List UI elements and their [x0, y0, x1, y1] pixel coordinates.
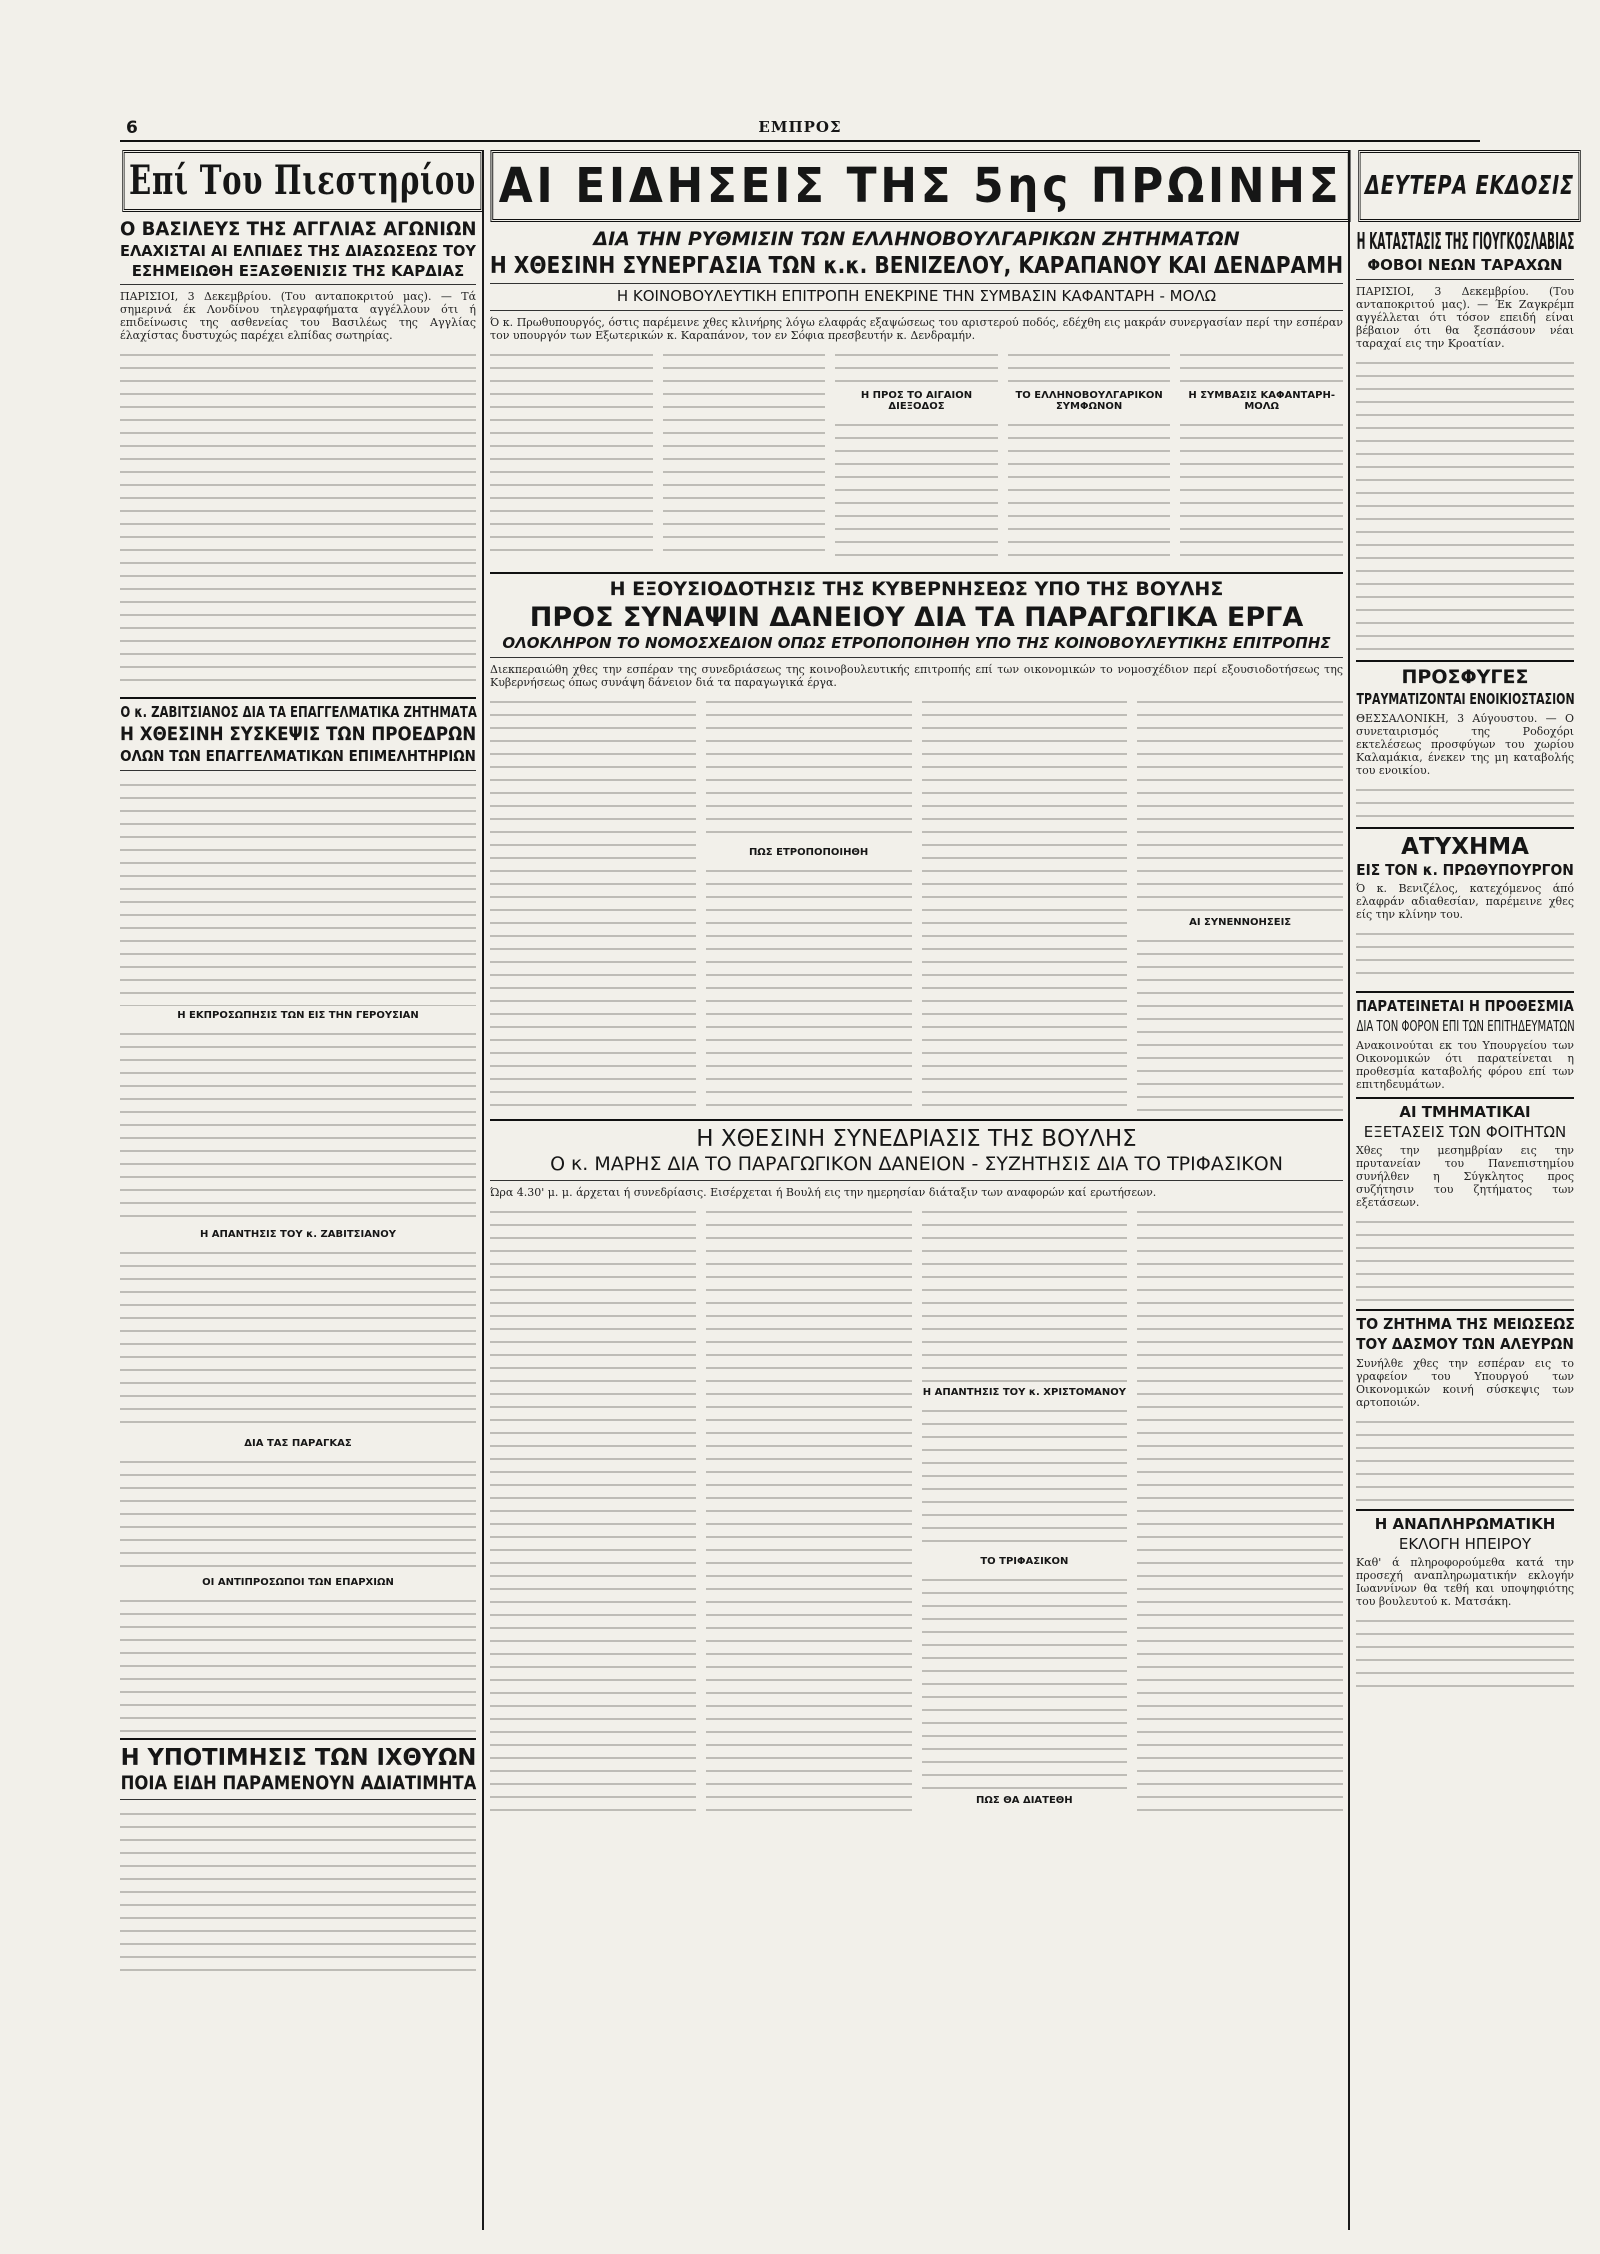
text-block: [1137, 932, 1343, 1112]
story-refugees: ΘΕΣΣΑΛΟΝΙΚΗ, 3 Αύγουστου. — Ο συνεταιρισμός της Ροδοχόρι εκτελέσεως προσφύγων του χωρίου Καλαμάκια, ένεκεν της μη καταβολής του ενοικίου.: [1356, 711, 1574, 777]
subhead-trifasikon: ΤΟ ΤΡΙΦΑΣΙΚΟΝ: [980, 1555, 1069, 1567]
text-block: [1180, 346, 1343, 386]
rubric-second-edition: ΔΕΥΤΕΡΑ ΕΚΔΟΣΙΣ: [1358, 150, 1580, 222]
subhead-greek-bulgarian-pact: ΤΟ ΕΛΛΗΝΟΒΟΥΛΓΑΡΙΚΟΝ ΣΥΜΦΩΝΟΝ: [1015, 389, 1163, 412]
story-loan-columns: [490, 693, 1343, 1113]
newspaper-name: ΕΜΠΡΟΣ: [758, 118, 842, 136]
headline-chambers-meeting: Η ΧΘΕΣΙΝΗ ΣΥΣΚΕΨΙΣ ΤΩΝ ΠΡΟΕΔΡΩΝ: [119, 723, 477, 746]
story-yugoslavia-lead: ΠΑΡΙΣΙΟΙ, 3 Δεκεμβρίου. (Του ανταποκριτού μας). — Έκ Ζαγκρέμπ αγγέλλεται ότι τόσον επειδή είναι βέβαιον ότι θα ξεσπάσουν νέαι ταραχαί εις την Κροατίαν.: [1356, 284, 1574, 350]
headline-all-chambers: ΟΛΩΝ ΤΩΝ ΕΠΑΓΓΕΛΜΑΤΙΚΩΝ ΕΠΙΜΕΛΗΤΗΡΙΩΝ: [120, 747, 476, 766]
story-epirus: Καθ' ά πληροφορούμεθα κατά την προσεχή αναπληρωματικήν εκλογήν Ιωαννίνων θα τεθή και υποψηφιότης του βουλευτού κ. Ματσάκη.: [1356, 1556, 1574, 1609]
headline-parliament-session: Η ΧΘΕΣΙΝΗ ΣΥΝΕΔΡΙΑΣΙΣ ΤΗΣ ΒΟΥΛΗΣ: [696, 1125, 1137, 1152]
subhead-aegean-exit: Η ΠΡΟΣ ΤΟ ΑΙΓΑΙΟΝ ΔΙΕΞΟΔΟΣ: [860, 389, 973, 412]
story-accident-body: [1356, 925, 1574, 985]
story-chambers-body-5: [120, 1592, 476, 1732]
story-loan-lead: Διεκπεραιώθη χθες την εσπέραν της συνεδριάσεως της κοινοβουλευτικής επιτροπής επί των οικονομικών το νομοσχέδιον περί εξουσιοδοτήσεως της Κυβερνήσεως όπως συνάψη δάνειον διά τα παραγωγικά έργα.: [490, 662, 1343, 689]
rule: [1356, 1509, 1574, 1511]
story-parliament-lead: Ώρα 4.30' μ. μ. άρχεται ή συνεδρίασις. Εισέρχεται ή Βουλή εις την ημερησίαν διάταξιν των αναφορών καί ερωτήσεων.: [490, 1185, 1157, 1199]
text-column: [490, 346, 653, 551]
headline-injured: ΤΡΑΥΜΑΤΙΖΟΝΤΑΙ ΕΝΟΙΚΙΟΣΤΑΣΙΟΝ: [1356, 689, 1575, 708]
rule: [490, 310, 1343, 311]
story-exams-body: [1356, 1213, 1574, 1303]
rule: [490, 572, 1343, 574]
text-column: [1180, 346, 1343, 566]
text-column: [1008, 346, 1171, 566]
headline-epirus: ΕΚΛΟΓΗ ΗΠΕΙΡΟΥ: [1398, 1534, 1532, 1553]
text-block: [1008, 346, 1171, 386]
subhead-christomanos: Η ΑΠΑΝΤΗΣΙΣ ΤΟΥ κ. ΧΡΙΣΤΟΜΑΝΟΥ: [922, 1386, 1127, 1398]
page-header: [120, 118, 1480, 142]
headline-flour: ΤΟΥ ΔΑΣΜΟΥ ΤΩΝ ΑΛΕΥΡΩΝ: [1356, 1335, 1574, 1354]
center-column: [490, 150, 1343, 1815]
headline-tax: ΔΙΑ ΤΟΝ ΦΟΡΟΝ ΕΠΙ ΤΩΝ ΕΠΙΤΗΔΕΥΜΑΤΩΝ: [1355, 1017, 1575, 1036]
subhead-senate: Η ΕΚΠΡΟΣΩΠΗΣΙΣ ΤΩΝ ΕΙΣ ΤΗΝ ΓΕΡΟΥΣΙΑΝ: [177, 1009, 419, 1021]
rule: [490, 1119, 1343, 1121]
headline-exams: ΑΙ ΤΜΗΜΑΤΙΚΑΙ: [1399, 1102, 1531, 1121]
headline-loan-productive: ΠΡΟΣ ΣΥΝΑΨΙΝ ΔΑΝΕΙΟΥ ΔΙΑ ΤΑ ΠΑΡΑΓΩΓΙΚΑ ΕΡΓΑ: [529, 601, 1304, 633]
text-block: [706, 862, 912, 1112]
story-chambers-body-4: [120, 1453, 476, 1573]
headline-zavitsianos: Ο κ. ΖΑΒΙΤΣΙΑΝΟΣ ΔΙΑ ΤΑ ΕΠΑΓΓΕΛΜΑΤΙΚΑ ΖΗΤΗΜΑΤΑ: [119, 703, 477, 722]
rule: [120, 1738, 476, 1740]
story-flour-body: [1356, 1413, 1574, 1503]
story-exams: Χθες την μεσημβρίαν εις την πρυτανείαν του Πανεπιστημίου συνήλθεν η Σύγκλητος προς συζήτησιν του ζητήματος των εξετάσεων.: [1356, 1144, 1574, 1210]
story-king-england-lead: ΠΑΡΙΣΙΟΙ, 3 Δεκεμβρίου. (Του ανταποκριτού μας). — Τά σημερινά έκ Λονδίνου τηλεγραφήματα αγγέλλουν ότι ή επιδείνωσις της ασθενείας του Βασιλέως της Αγγλίας έλαχίστας δυστυχώς παρέχει ελπίδας σωτηρίας.: [120, 290, 476, 343]
text-column: [706, 1203, 912, 1815]
text-column: [490, 693, 696, 1113]
headline-yugoslavia: Η ΚΑΤΑΣΤΑΣΙΣ ΤΗΣ ΓΙΟΥΓΚΟΣΛΑΒΙΑΣ: [1356, 229, 1574, 255]
text-block: [1137, 693, 1343, 913]
subhead-negotiations: ΑΙ ΣΥΝΕΝΝΟΗΣΕΙΣ: [1189, 916, 1292, 928]
text-column: [835, 346, 998, 566]
story-chambers-body-2: [120, 1025, 476, 1225]
text-column: [922, 693, 1128, 1113]
headline-fish-items: ΠΟΙΑ ΕΙΔΗ ΠΑΡΑΜΕΝΟΥΝ ΑΔΙΑΤΙΜΗΤΑ: [120, 1772, 476, 1795]
text-block: [1180, 416, 1343, 566]
rule: [1356, 1309, 1574, 1311]
story-fish-body: [120, 1805, 476, 1981]
rubric-epi-tou-piestiriou: Επί Του Πιεστηρίου: [122, 150, 482, 212]
left-column: [120, 150, 476, 1981]
story-venizelos-lead: Ό κ. Πρωθυπουργός, όστις παρέμεινε χθες κλινήρης λόγω ελαφράς εξαψώσεως του αριστερού ποδός, εδέχθη εις μακράν συνεργασίαν περί την εσπέραν τον υπουργόν των Εξωτερικών κ. Καραπάνον, τον εν Σόφια πρεσβευτήν κ. Δενδραμήν.: [490, 315, 1343, 342]
subhead-how-disposed: ΠΩΣ ΘΑ ΔΙΑΤΕΘΗ: [976, 1794, 1073, 1806]
text-column: [663, 346, 826, 551]
rule: [490, 657, 1343, 658]
text-column: [490, 1203, 696, 1815]
subhead-paragkes: ΔΙΑ ΤΑΣ ΠΑΡΑΓΚΑΣ: [244, 1437, 352, 1449]
rule: [120, 1799, 476, 1800]
story-accident: Ό κ. Βενιζέλος, κατεχόμενος άπό ελαφράν αδιαθεσίαν, παρέμεινε χθες είς την κλίνην του.: [1356, 882, 1574, 922]
rule: [1356, 991, 1574, 993]
story-tax: Ανακοινούται εκ του Υπουργείου των Οικονομικών ότι παρατείνεται η προθεσμία καταβολής φόρου επί των επιτηδευμάτων.: [1356, 1038, 1574, 1091]
headline-deadline-extended: ΠΑΡΑΤΕΙΝΕΤΑΙ Η ΠΡΟΘΕΣΜΙΑ: [1356, 997, 1574, 1016]
rule: [120, 770, 476, 771]
story-epirus-body: [1356, 1612, 1574, 1692]
text-column: [706, 693, 912, 1113]
subhead-kafantaris-pact: Η ΣΥΜΒΑΣΙΣ ΚΑΦΑΝΤΑΡΗ-ΜΟΛΩ: [1188, 389, 1335, 412]
subhead-zavitsianos-answer: Η ΑΠΑΝΤΗΣΙΣ ΤΟΥ κ. ΖΑΒΙΤΣΙΑΝΟΥ: [199, 1228, 397, 1240]
headline-accident: ΑΤΥΧΗΜΑ: [1401, 833, 1529, 860]
text-column: [1137, 1203, 1343, 1815]
subhead-provincial-reps: ΟΙ ΑΝΤΙΠΡΟΣΩΠΟΙ ΤΩΝ ΕΠΑΡΧΙΩΝ: [202, 1576, 394, 1588]
headline-government-authorization: Η ΕΞΟΥΣΙΟΔΟΤΗΣΙΣ ΤΗΣ ΚΥΒΕΡΝΗΣΕΩΣ ΥΠΟ ΤΗΣ ΒΟΥΛΗΣ: [609, 577, 1224, 600]
headline-students: ΕΞΕΤΑΣΕΙΣ ΤΩΝ ΦΟΙΤΗΤΩΝ: [1363, 1122, 1567, 1141]
rubric-morning-news: ΑΙ ΕΙΔΗΣΕΙΣ ΤΗΣ 5ης ΠΡΩΙΝΗΣ: [490, 150, 1350, 222]
story-parliament-columns: [490, 1203, 1343, 1815]
rule: [120, 697, 476, 699]
story-refugees-body: [1356, 781, 1574, 821]
headline-bill-amended: ΟΛΟΚΛΗΡΟΝ ΤΟ ΝΟΜΟΣΧΕΔΙΟΝ ΟΠΩΣ ΕΤΡΟΠΟΠΟΙΗΘΗ ΥΠΟ ΤΗΣ ΚΟΙΝΟΒΟΥΛΕΥΤΙΚΗΣ ΕΠΙΤΡΟΠΗΣ: [502, 634, 1331, 653]
story-chambers-body-1: [120, 776, 476, 1006]
story-king-england-body: [120, 346, 476, 691]
rule: [1356, 827, 1574, 829]
headline-fish-prices: Η ΥΠΟΤΙΜΗΣΙΣ ΤΩΝ ΙΧΘΥΩΝ: [120, 1744, 476, 1771]
headline-king-england: Ο ΒΑΣΙΛΕΥΣ ΤΗΣ ΑΓΓΛΙΑΣ ΑΓΩΝΙΩΝ: [119, 218, 477, 240]
text-block: [922, 1402, 1128, 1552]
story-venizelos-columns: [490, 346, 1343, 566]
column-divider: [482, 150, 484, 2230]
text-column: [922, 1203, 1128, 1815]
text-block: [835, 416, 998, 566]
headline-new-riots: ΦΟΒΟΙ ΝΕΩΝ ΤΑΡΑΧΩΝ: [1367, 256, 1563, 275]
headline-maris-loan: Ο κ. ΜΑΡΗΣ ΔΙΑ ΤΟ ΠΑΡΑΓΩΓΙΚΟΝ ΔΑΝΕΙΟΝ - ΣΥΖΗΤΗΣΙΣ ΔΙΑ ΤΟ ΤΡΙΦΑΣΙΚΟΝ: [550, 1153, 1283, 1175]
text-block: [1008, 416, 1171, 566]
rule: [490, 1180, 1343, 1181]
story-flour: Συνήλθε χθες την εσπέραν εις το γραφείον του Υπουργού των Οικονομικών κοινή σύσκεψις των αρτοποιών.: [1356, 1356, 1574, 1409]
headline-venizelos-meeting: Η ΧΘΕΣΙΝΗ ΣΥΝΕΡΓΑΣΙΑ ΤΩΝ κ.κ. ΒΕΝΙΖΕΛΟΥ, ΚΑΡΑΠΑΝΟΥ ΚΑΙ ΔΕΝΔΡΑΜΗ: [489, 252, 1344, 279]
story-yugoslavia-body: [1356, 354, 1574, 654]
text-block: [835, 346, 998, 386]
rule: [1356, 660, 1574, 662]
headline-refugees: ΠΡΟΣΦΥΓΕΣ: [1401, 665, 1529, 688]
text-block: [922, 1571, 1128, 1791]
page-number: 6: [126, 118, 138, 138]
headline-prime-minister: ΕΙΣ ΤΟΝ κ. ΠΡΩΘΥΠΟΥΡΓΟΝ: [1356, 860, 1574, 879]
headline-kafantaris-molo: Η ΚΟΙΝΟΒΟΥΛΕΥΤΙΚΗ ΕΠΙΤΡΟΠΗ ΕΝΕΚΡΙΝΕ ΤΗΝ ΣΥΜΒΑΣΙΝ ΚΑΦΑΝΤΑΡΗ - ΜΟΛΩ: [616, 287, 1217, 306]
headline-greek-bulgarian: ΔΙΑ ΤΗΝ ΡΥΘΜΙΣΙΝ ΤΩΝ ΕΛΛΗΝΟΒΟΥΛΓΑΡΙΚΩΝ ΖΗΤΗΜΑΤΩΝ: [593, 228, 1240, 250]
text-block: [706, 693, 912, 843]
text-block: [922, 1203, 1128, 1383]
rule: [120, 284, 476, 285]
story-chambers-body-3: [120, 1244, 476, 1434]
headline-hopes: ΕΛΑΧΙΣΤΑΙ ΑΙ ΕΛΠΙΔΕΣ ΤΗΣ ΔΙΑΣΩΣΕΩΣ ΤΟΥ: [120, 241, 476, 260]
headline-by-election: Η ΑΝΑΠΛΗΡΩΜΑΤΙΚΗ: [1374, 1514, 1556, 1533]
rule: [1356, 1097, 1574, 1099]
column-divider: [1348, 150, 1350, 2230]
right-column: [1356, 150, 1574, 1692]
headline-heart: ΕΣΗΜΕΙΩΘΗ ΕΞΑΣΘΕΝΙΣΙΣ ΤΗΣ ΚΑΡΔΙΑΣ: [131, 261, 465, 280]
rule: [1356, 279, 1574, 280]
text-column: [1137, 693, 1343, 1113]
rule: [490, 283, 1343, 284]
subhead-how-amended: ΠΩΣ ΕΤΡΟΠΟΠΟΙΗΘΗ: [748, 846, 869, 858]
headline-flour-duty: ΤΟ ΖΗΤΗΜΑ ΤΗΣ ΜΕΙΩΣΕΩΣ: [1355, 1315, 1575, 1334]
